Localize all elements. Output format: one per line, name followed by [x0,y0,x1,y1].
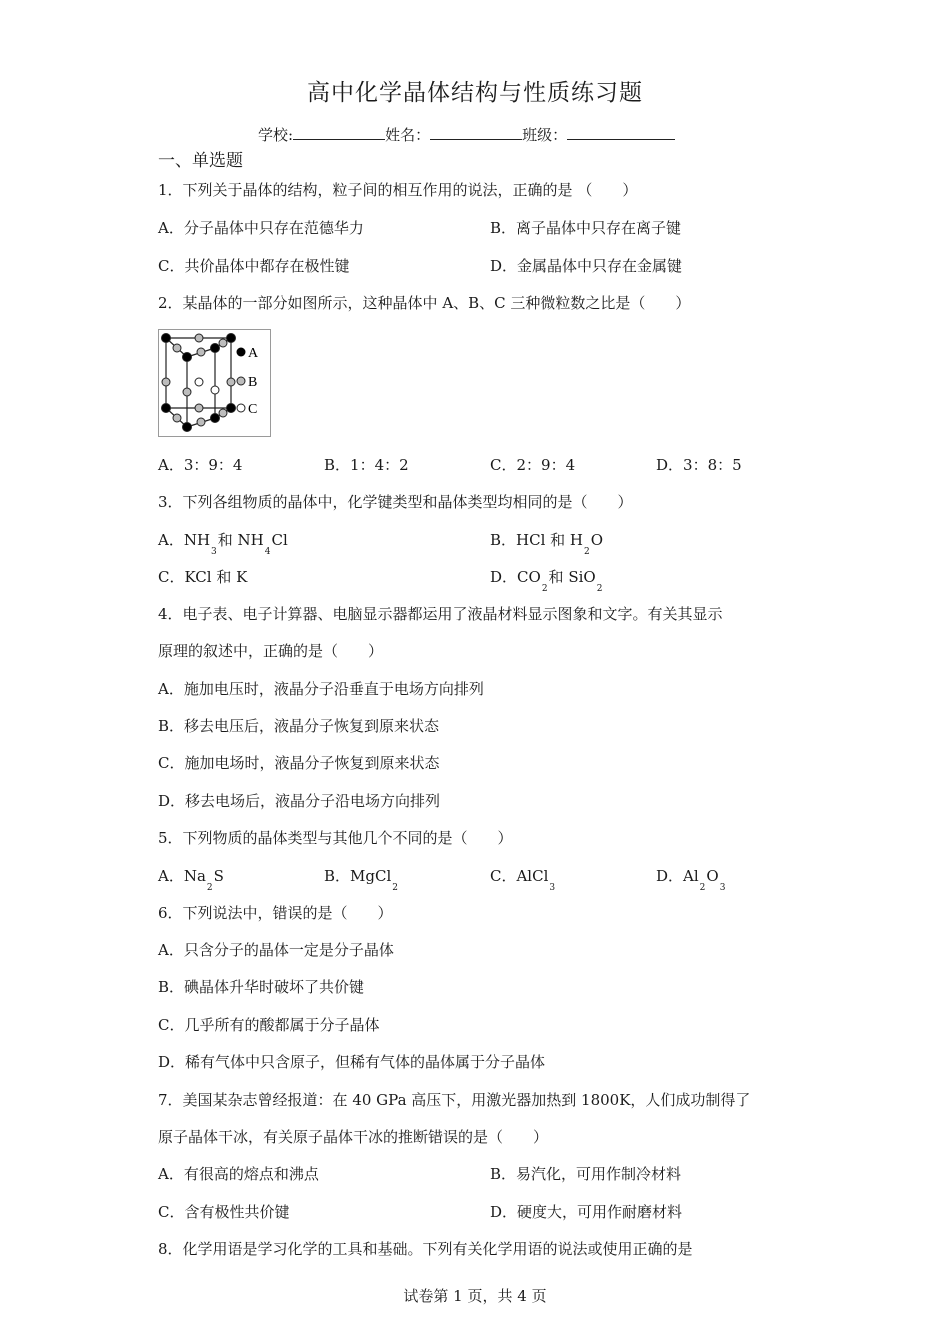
legend-marker-a [237,348,246,357]
particle-b [173,414,181,422]
particle-b [219,409,227,417]
question-7-stem-line-2: 原子晶体干冰，有关原子晶体干冰的推断错误的是（ ） [158,1128,549,1146]
school-label: 学校: [258,126,294,144]
particle-b [195,404,203,412]
question-1-option-a: A．分子晶体中只存在范德华力 [158,219,364,237]
question-5-option-a: A．$Na_2S$ [158,867,224,893]
particle-b [197,418,205,426]
crystal-structure-figure [158,329,271,437]
question-4-option-c: C．施加电场时，液晶分子恢复到原来状态 [158,754,440,772]
legend-marker-c [237,404,245,412]
question-5-option-d: D．$Al_2O_3$ [656,867,726,893]
particle-c [195,378,203,386]
question-2-stem: 2．某晶体的一部分如图所示，这种晶体中 A、B、C 三种微粒数之比是（ ） [158,294,691,312]
legend-label-a: A [248,346,259,361]
question-5-option-b: B．MgCl$_2$ [324,867,398,893]
question-6-option-b: B．碘晶体升华时破坏了共价键 [158,978,365,996]
name-label: 姓名： [385,126,431,144]
particle-a [183,353,192,362]
particle-b [227,378,235,386]
question-5-option-c: C．AlCl$_3$ [490,867,556,893]
class-blank [567,125,675,140]
question-4-option-a: A．施加电压时，液晶分子沿垂直于电场方向排列 [158,680,484,698]
question-6-option-c: C．几乎所有的酸都属于分子晶体 [158,1016,380,1034]
question-6-option-d: D．稀有气体中只含原子，但稀有气体的晶体属于分子晶体 [158,1053,546,1071]
question-4-stem-line-2: 原理的叙述中，正确的是（ ） [158,642,384,660]
particle-b [173,344,181,352]
crystal-structure-diagram [159,330,270,436]
particle-b [162,378,170,386]
question-3-option-a: A．$NH_3$和 $NH_4Cl$ [158,531,288,557]
question-7-option-b: B．易汽化，可用作制冷材料 [490,1165,682,1183]
question-5-stem: 5．下列物质的晶体类型与其他几个不同的是（ ） [158,829,513,847]
question-1-option-b: B．离子晶体中只存在离子键 [490,219,682,237]
particle-a [162,404,171,413]
class-label: 班级： [522,126,568,144]
question-7-option-c: C．含有极性共价键 [158,1203,290,1221]
question-7-stem-line-1: 7．美国某杂志曾经报道：在 40 GPa 高压下，用激光器加热到 1800K，人们成功制得了 [158,1091,751,1109]
legend-label-c: C [248,402,258,417]
question-4-stem-line-1: 4．电子表、电子计算器、电脑显示器都运用了液晶材料显示图象和文字。有关其显示 [158,605,723,623]
question-3-option-d: D．$CO_2$和 SiO$_2$ [490,568,603,594]
question-2-option-d: D．3：8：5 [656,456,742,474]
particle-c [211,386,219,394]
question-2-option-b: B．1：4：2 [324,456,409,474]
particle-a [211,414,220,423]
question-3-option-b: B．HCl 和 $H_2O$ [490,531,604,557]
question-8-stem: 8．化学用语是学习化学的工具和基础。下列有关化学用语的说法或使用正确的是 [158,1240,693,1258]
particle-a [227,404,236,413]
question-2-option-a: A．3：9：4 [158,456,243,474]
question-3-stem: 3．下列各组物质的晶体中，化学键类型和晶体类型均相同的是（ ） [158,493,633,511]
question-1-option-d: D．金属晶体中只存在金属键 [490,257,683,275]
particle-a [162,334,171,343]
question-6-option-a: A．只含分子的晶体一定是分子晶体 [158,941,394,959]
particle-a [227,334,236,343]
section-heading: 一、单选题 [158,151,243,171]
question-4-option-d: D．移去电场后，液晶分子沿电场方向排列 [158,792,441,810]
student-info-line [258,124,675,145]
question-7-option-a: A．有很高的熔点和沸点 [158,1165,319,1183]
particle-b [195,334,203,342]
legend-marker-b [237,377,245,385]
page-title: 高中化学晶体结构与性质练习题 [307,80,643,106]
name-blank [430,125,522,140]
page-footer: 试卷第 1 页，共 4 页 [403,1287,547,1305]
particle-b [219,339,227,347]
particle-b [183,388,191,396]
question-6-stem: 6．下列说法中，错误的是（ ） [158,904,393,922]
question-7-option-d: D．硬度大，可用作耐磨材料 [490,1203,683,1221]
question-1-stem: 1．下列关于晶体的结构，粒子间的相互作用的说法，正确的是 （ ） [158,181,638,199]
question-2-option-c: C．2：9：4 [490,456,576,474]
question-3-option-c: C．KCl 和 K [158,568,248,586]
particle-b [197,348,205,356]
question-4-option-b: B．移去电压后，液晶分子恢复到原来状态 [158,717,440,735]
question-1-option-c: C．共价晶体中都存在极性键 [158,257,350,275]
school-blank [293,125,385,140]
particle-a [183,423,192,432]
legend-label-b: B [248,375,258,390]
particle-a [211,344,220,353]
